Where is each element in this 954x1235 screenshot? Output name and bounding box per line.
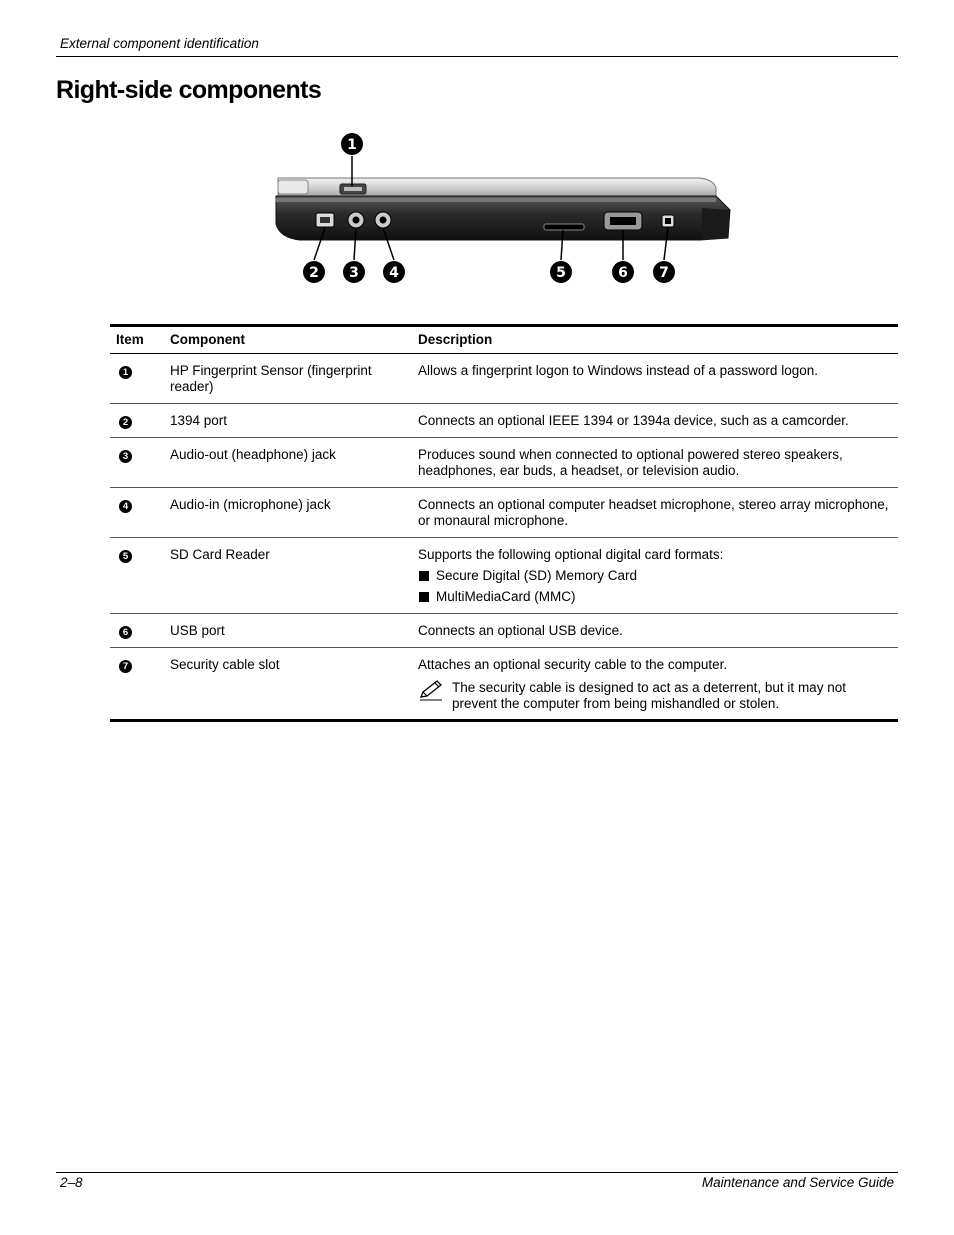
item-number-badge: 7 bbox=[119, 660, 132, 673]
header-description: Description bbox=[412, 326, 898, 354]
item-cell bbox=[110, 404, 164, 438]
item-cell bbox=[110, 438, 164, 488]
component-cell: 1394 port bbox=[164, 404, 412, 438]
description-cell: Connects an optional IEEE 1394 or 1394a device, such as a camcorder. bbox=[412, 404, 898, 438]
header-rule bbox=[56, 56, 898, 57]
running-header: External component identification bbox=[60, 36, 259, 51]
component-cell: HP Fingerprint Sensor (fingerprint reader) bbox=[164, 354, 412, 404]
bullet-item bbox=[418, 589, 892, 605]
bullet-text: MultiMediaCard (MMC) bbox=[436, 589, 576, 604]
item-cell bbox=[110, 614, 164, 648]
callout-5 bbox=[550, 261, 572, 283]
item-number-badge: 2 bbox=[119, 416, 132, 429]
guide-title: Maintenance and Service Guide bbox=[701, 1175, 894, 1190]
item-cell bbox=[110, 648, 164, 721]
component-cell: Security cable slot bbox=[164, 648, 412, 721]
description-cell bbox=[412, 538, 898, 614]
header-component: Component bbox=[164, 326, 412, 354]
component-cell: Audio-in (microphone) jack bbox=[164, 488, 412, 538]
bullet-item bbox=[418, 568, 892, 584]
description-cell: Allows a fingerprint logon to Windows instead of a password logon. bbox=[412, 354, 898, 404]
components-table bbox=[110, 324, 898, 722]
table-row bbox=[110, 438, 898, 488]
callout-1 bbox=[341, 133, 363, 155]
table-row bbox=[110, 488, 898, 538]
svg-text:1: 1 bbox=[347, 137, 357, 153]
component-cell: Audio-out (headphone) jack bbox=[164, 438, 412, 488]
footer-rule bbox=[56, 1172, 898, 1173]
svg-text:6: 6 bbox=[618, 265, 628, 281]
table-header-row bbox=[110, 326, 898, 354]
item-number-badge: 5 bbox=[119, 550, 132, 563]
description-text: Supports the following optional digital card formats: bbox=[418, 547, 724, 562]
description-cell: Connects an optional USB device. bbox=[412, 614, 898, 648]
item-number-badge: 6 bbox=[119, 626, 132, 639]
item-cell bbox=[110, 538, 164, 614]
page-title: Right-side components bbox=[56, 76, 322, 104]
table-row bbox=[110, 404, 898, 438]
callout-2 bbox=[303, 261, 325, 283]
right-side-figure bbox=[270, 128, 740, 290]
table-row bbox=[110, 648, 898, 721]
description-text: Attaches an optional security cable to the computer. bbox=[418, 657, 728, 672]
item-number-badge: 3 bbox=[119, 450, 132, 463]
callout-6 bbox=[612, 261, 634, 283]
note-text: The security cable is designed to act as a deterrent, but it may not prevent the computer from being mishandled or stolen. bbox=[452, 680, 846, 711]
svg-text:3: 3 bbox=[349, 265, 359, 281]
svg-text:5: 5 bbox=[556, 265, 566, 281]
square-bullet-icon bbox=[419, 592, 429, 602]
svg-text:7: 7 bbox=[659, 265, 669, 281]
pencil-note-icon bbox=[418, 679, 444, 701]
description-cell: Connects an optional computer headset microphone, stereo array microphone, or monaural microphone. bbox=[412, 488, 898, 538]
item-number-badge: 4 bbox=[119, 500, 132, 513]
description-cell: Produces sound when connected to optional powered stereo speakers, headphones, ear buds, a headset, or television audio. bbox=[412, 438, 898, 488]
bullet-text: Secure Digital (SD) Memory Card bbox=[436, 568, 638, 583]
callout-3 bbox=[343, 261, 365, 283]
svg-text:2: 2 bbox=[309, 265, 319, 281]
item-number-badge: 1 bbox=[119, 366, 132, 379]
square-bullet-icon bbox=[419, 571, 429, 581]
description-cell bbox=[412, 648, 898, 721]
svg-text:4: 4 bbox=[389, 265, 399, 281]
item-cell bbox=[110, 354, 164, 404]
callout-4 bbox=[383, 261, 405, 283]
note bbox=[418, 680, 892, 712]
table-row bbox=[110, 354, 898, 404]
item-cell bbox=[110, 488, 164, 538]
table-row bbox=[110, 614, 898, 648]
header-item: Item bbox=[110, 326, 164, 354]
page-number: 2–8 bbox=[60, 1175, 83, 1190]
component-cell: SD Card Reader bbox=[164, 538, 412, 614]
component-cell: USB port bbox=[164, 614, 412, 648]
callout-7 bbox=[653, 261, 675, 283]
laptop-right-side-illustration bbox=[270, 128, 740, 290]
table-row bbox=[110, 538, 898, 614]
